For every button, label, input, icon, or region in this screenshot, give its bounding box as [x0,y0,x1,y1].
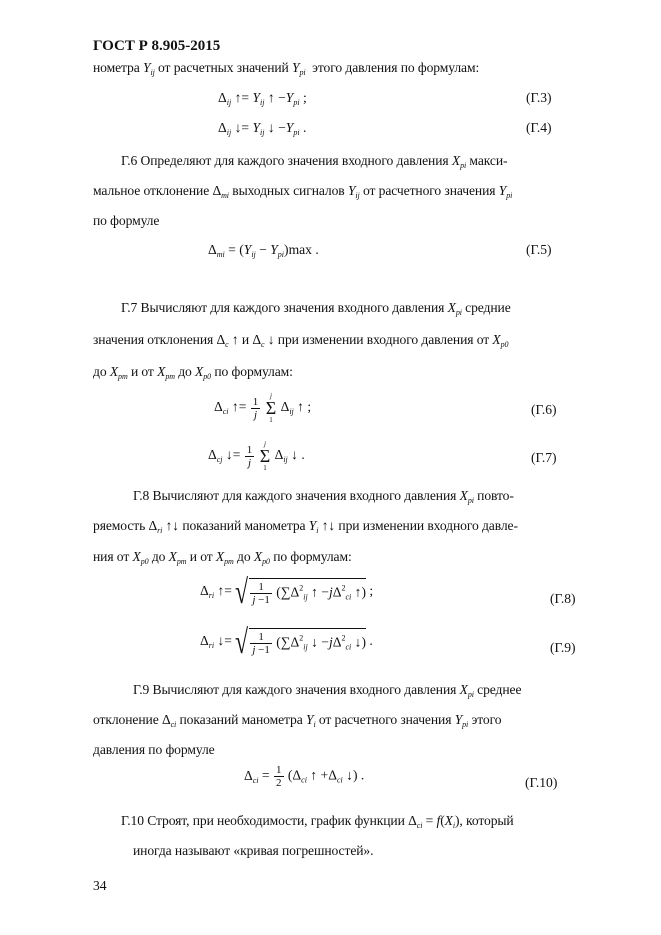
formula-g4: $\Delta_{ij}$ ↓= $Y_{ij}$ ↓ $-Y_{pi}$ . [218,120,307,137]
formula-g5: $\Delta_{mi} = (Y_{ij} - Y_{pi})\max$ . [208,242,319,259]
paragraph-line: Г.7 Вычисляют для каждого значения входного давления $X_{pi}$ средние [121,300,511,317]
formula-g6: $\Delta_{ci}$ ↑= $\frac{1}{j}$ j Σ 1 $\Delta_{ij}$ ↑ ; [214,392,312,424]
paragraph-line: ряемость $\Delta_{ri}$ ↑↓ показаний манометра $Y_i$ ↑↓ при изменении входного давле- [93,518,518,535]
paragraph-line: значения отклонения $\Delta_c$ ↑ и $\Delta_c$ ↓ при изменении входного давления от $X_{p0}$ [93,332,509,349]
equation-number: (Г.10) [525,775,558,790]
paragraph-line: Г.10 Строят, при необходимости, график функции $\Delta_{ci} = f(X_i)$, который [121,813,514,830]
equation-number: (Г.3) [526,90,552,105]
paragraph-line: до $X_{pm}$ и от $X_{pm}$ до $X_{p0}$ по формулам: [93,364,293,381]
paragraph-line: Г.6 Определяют для каждого значения входного давления $X_{pi}$ макси- [121,153,508,170]
paragraph-line: Г.9 Вычисляют для каждого значения входного давления $X_{pi}$ среднее [133,682,522,699]
document-header: ГОСТ Р 8.905-2015 [93,38,221,54]
equation-number: (Г.7) [531,450,557,465]
paragraph-line: нометра $Y_{ij}$ от расчетных значений $Y_{pi}$ этого давления по формулам: [93,60,480,77]
formula-g9: $\Delta_{ri}$ ↓= √ $\frac{1}{j -1}$ ($\sum\Delta^2_{ij}$ ↓ $-j\Delta^2_{ci}$ ↓) . [200,624,373,661]
paragraph-line: Г.8 Вычисляют для каждого значения входного давления $X_{pi}$ повто- [133,488,514,505]
equation-number: (Г.5) [526,242,552,257]
paragraph-line: по формуле [93,213,160,228]
paragraph-line: отклонение $\Delta_{ci}$ показаний манометра $Y_i$ от расчетного значения $Y_{pi}$ этого [93,712,502,729]
equation-number: (Г.8) [550,591,576,606]
page-number: 34 [93,878,107,893]
formula-g7: $\Delta_{cj}$ ↓= $\frac{1}{j}$ j Σ 1 $\Delta_{ij}$ ↓ . [208,440,305,472]
formula-g3: $\Delta_{ij}$ ↑= $Y_{ij}$ ↑ $-Y_{pi}$ ; [218,90,307,107]
formula-g10: $\Delta_{ci}$ = $\frac{1}{2}$ ($\Delta_{ci}$ ↑ $+\Delta_{ci}$ ↓) . [244,764,365,789]
equation-number: (Г.9) [550,640,576,655]
paragraph-line: ния от $X_{p0}$ до $X_{pm}$ и от $X_{pm}$ до $X_{p0}$ по формулам: [93,549,352,566]
equation-number: (Г.4) [526,120,552,135]
paragraph-line: давления по формуле [93,742,215,757]
equation-number: (Г.6) [531,402,557,417]
formula-g8: $\Delta_{ri}$ ↑= √ $\frac{1}{j -1}$ ($\sum\Delta^2_{ij}$ ↑ $-j\Delta^2_{ci}$ ↑) ; [200,574,374,611]
paragraph-line: мальное отклонение $\Delta_{mi}$ выходных сигналов $Y_{ij}$ от расчетного значения $Y_{pi}$ [93,183,513,200]
paragraph-line: иногда называют «кривая погрешностей». [133,843,374,858]
